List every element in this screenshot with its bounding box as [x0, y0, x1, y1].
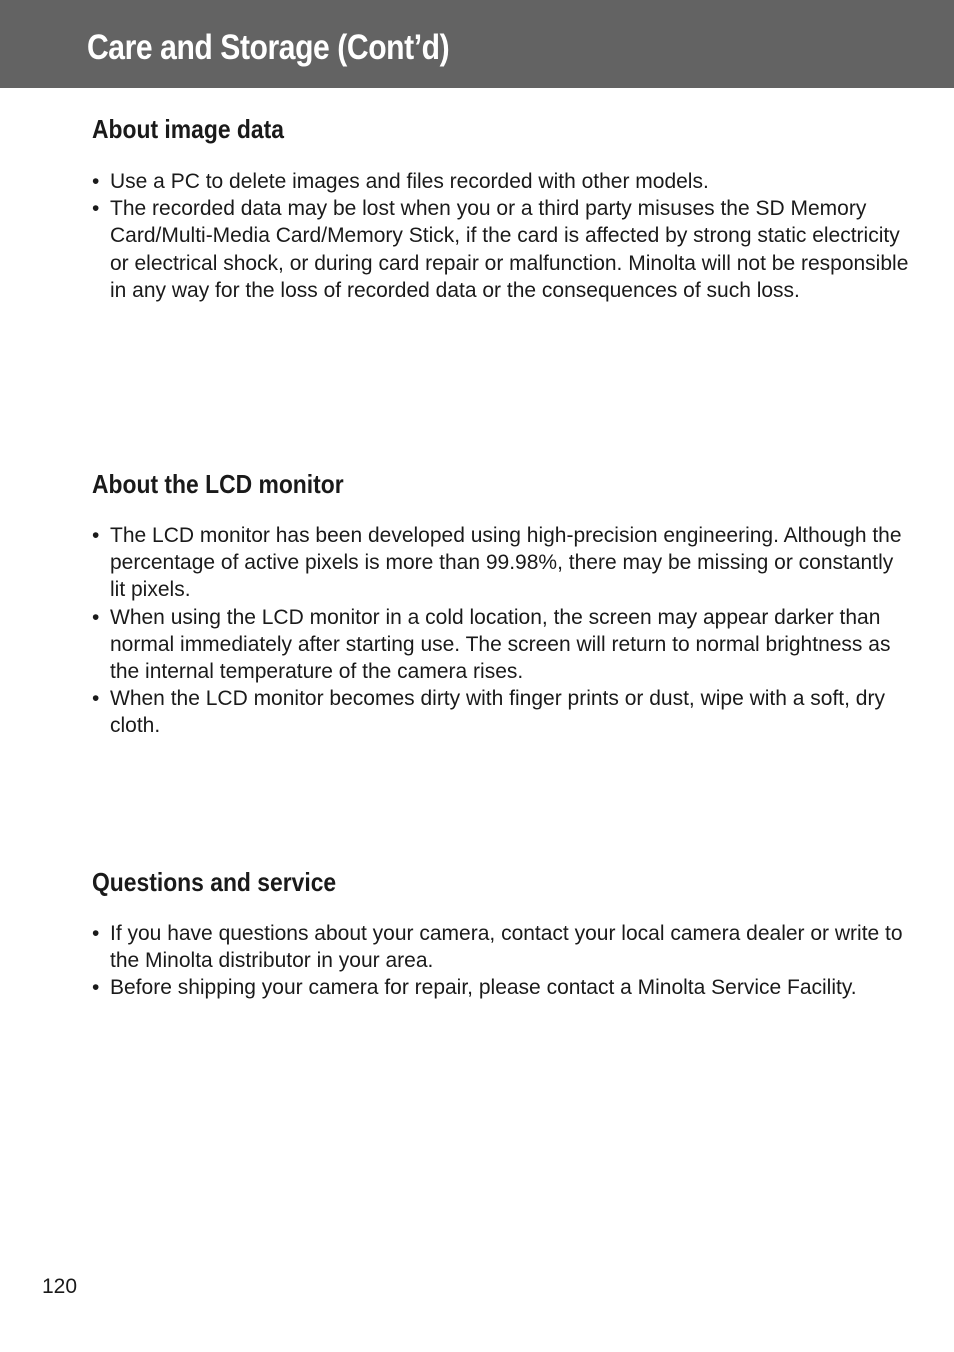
list-item-text: When using the LCD monitor in a cold location, the screen may appear darker than normal immediately after starting use. The screen will return to normal brightness as the internal temperature of the camera rises.: [110, 605, 891, 684]
section-questions-and-service: [92, 865, 912, 1002]
bullet-icon: •: [92, 605, 100, 629]
section-heading: About the LCD monitor: [92, 469, 344, 499]
bullet-icon: •: [92, 976, 100, 1000]
header-bar: [0, 0, 954, 88]
list-item-text: The recorded data may be lost when you or a third party misuses the SD Memory Card/Multi-Media Card/Memory Stick, if the card is affected by strong static electricity or electrical shock, or during card repair or malfunction. Minolta will not be responsible in any way for the loss of recorded data or the consequences of such loss.: [110, 197, 909, 302]
section-about-image-data: [92, 112, 912, 304]
bullet-list: [92, 920, 912, 1002]
list-item: [92, 522, 912, 604]
list-item-text: Before shipping your camera for repair, please contact a Minolta Service Facility.: [110, 976, 857, 1000]
page-title: Care and Storage (Cont’d): [87, 28, 450, 67]
section-about-lcd-monitor: [92, 467, 912, 740]
bullet-list: [92, 168, 912, 304]
list-item: [92, 974, 912, 1001]
list-item: [92, 920, 912, 974]
page-number: 120: [42, 1275, 78, 1298]
list-item: [92, 168, 912, 195]
list-item-text: When the LCD monitor becomes dirty with finger prints or dust, wipe with a soft, dry cloth.: [110, 687, 885, 738]
list-item: [92, 604, 912, 686]
list-item: [92, 195, 912, 304]
list-item-text: If you have questions about your camera, contact your local camera dealer or write to the Minolta distributor in your area.: [110, 922, 903, 973]
bullet-icon: •: [92, 170, 100, 193]
bullet-icon: •: [92, 922, 100, 945]
bullet-icon: •: [92, 687, 100, 711]
bullet-icon: •: [92, 197, 100, 221]
section-heading: Questions and service: [92, 867, 337, 897]
bullet-list: [92, 522, 912, 740]
list-item: [92, 685, 912, 739]
section-heading: About image data: [92, 114, 284, 144]
bullet-icon: •: [92, 524, 100, 547]
list-item-text: Use a PC to delete images and files recorded with other models.: [110, 170, 709, 193]
list-item-text: The LCD monitor has been developed using high-precision engineering. Although the percentage of active pixels is more than 99.98%, there may be missing or constantly lit pixels.: [110, 524, 902, 602]
